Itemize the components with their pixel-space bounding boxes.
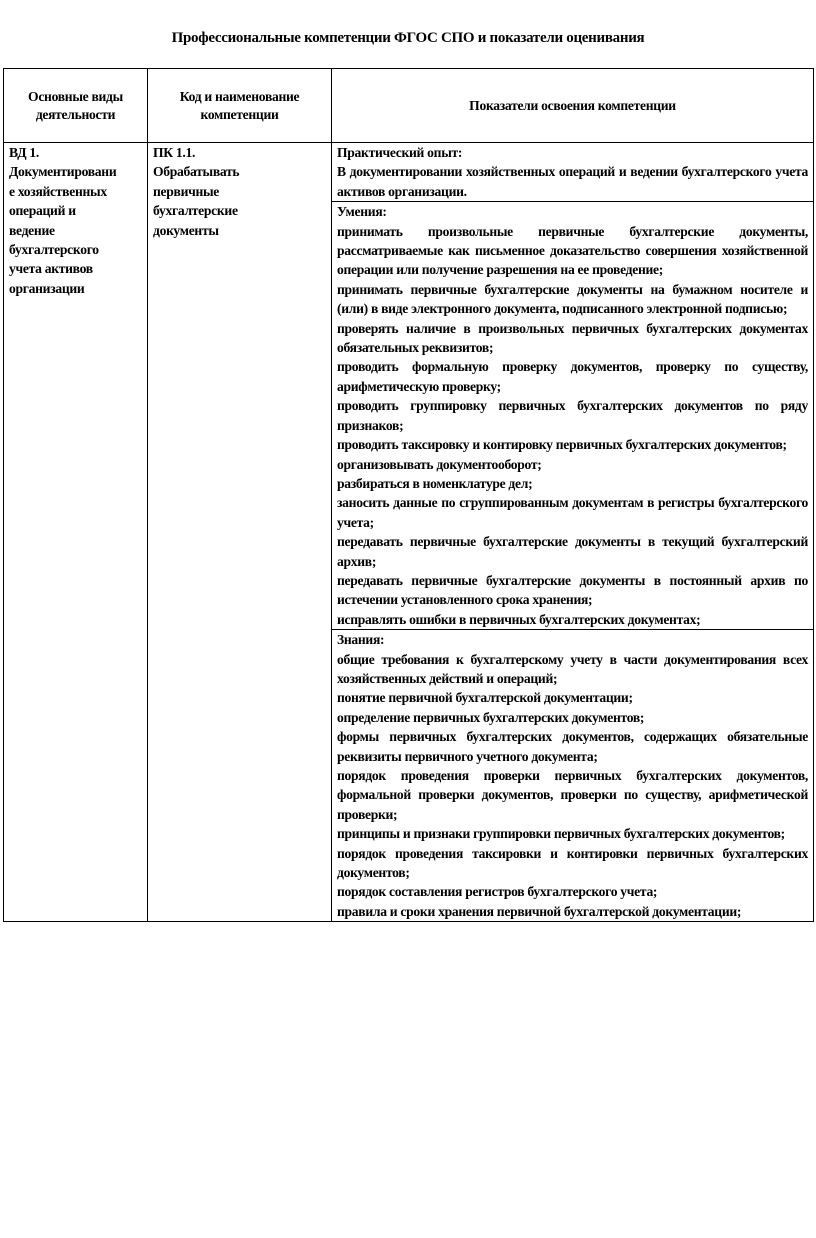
skill-item: проводить группировку первичных бухгалтерских документов по ряду признаков; xyxy=(337,398,808,433)
activity-line: операций и xyxy=(9,203,76,219)
knowledge-item: определение первичных бухгалтерских документов; xyxy=(337,709,645,725)
skill-item: заносить данные по сгруппированным документам в регистры бухгалтерского учета; xyxy=(337,495,808,530)
skill-item: проводить таксировку и контировку первичных бухгалтерских документов; xyxy=(337,437,787,453)
activity-line: ВД 1. xyxy=(9,145,39,160)
knowledge-item: правила и сроки хранения первичной бухгалтерской документации; xyxy=(337,903,742,919)
competence-line: документы xyxy=(153,222,219,238)
knowledge-item: порядок проведения таксировки и контировки первичных бухгалтерских документов; xyxy=(337,845,808,881)
activity-line: бухгалтерского xyxy=(9,242,99,258)
experience-cell xyxy=(332,143,814,202)
activity-line: ведение xyxy=(9,222,55,238)
skill-item: исправлять ошибки в первичных бухгалтерских документах; xyxy=(337,611,701,627)
knowledge-cell xyxy=(332,630,814,922)
activity-text xyxy=(9,143,142,298)
knowledge-item: порядок составления регистров бухгалтерского учета; xyxy=(337,884,658,900)
skill-item: проверять наличие в произвольных первичных бухгалтерских документах обязательных реквизитов; xyxy=(337,320,808,356)
header-indicators: Показатели освоения компетенции xyxy=(332,69,814,143)
experience-heading: Практический опыт: xyxy=(337,145,463,160)
experience-row xyxy=(4,143,814,202)
skill-item: передавать первичные бухгалтерские документы в постоянный архив по истечении установленного срока хранения; xyxy=(337,572,808,608)
header-activity: Основные виды деятельности xyxy=(4,69,148,143)
competence-line: ПК 1.1. xyxy=(153,145,196,160)
competence-line: Обрабатывать xyxy=(153,164,240,180)
skill-item: проводить формальную проверку документов, проверку по существу, арифметическую проверку; xyxy=(337,359,808,394)
knowledge-item: принципы и признаки группировки первичных бухгалтерских документов; xyxy=(337,826,785,842)
knowledge-item: порядок проведения проверки первичных бухгалтерских документов, формальной проверки документов, проверки по существу, арифметической проверки; xyxy=(337,768,808,822)
table-header-row xyxy=(4,69,814,143)
competence-text xyxy=(153,143,326,240)
knowledge-item: понятие первичной бухгалтерской документации; xyxy=(337,690,633,706)
activity-line: е хозяйственных xyxy=(9,183,107,199)
knowledge-item: формы первичных бухгалтерских документов, содержащих обязательные реквизиты первичного учетного документа; xyxy=(337,729,808,764)
skills-heading: Умения: xyxy=(337,204,387,220)
competence-cell xyxy=(148,143,332,922)
activity-line: Документировани xyxy=(9,164,117,180)
skill-item: передавать первичные бухгалтерские документы в текущий бухгалтерский архив; xyxy=(337,534,808,569)
competence-line: первичные xyxy=(153,183,220,199)
experience-text: В документировании хозяйственных операций и ведении бухгалтерского учета активов организации. xyxy=(337,164,808,199)
skill-item: организовывать документооборот; xyxy=(337,456,542,472)
competence-line: бухгалтерские xyxy=(153,203,238,219)
skills-list xyxy=(337,222,808,630)
knowledge-list xyxy=(337,650,808,922)
skill-item: разбираться в номенклатуре дел; xyxy=(337,475,533,491)
knowledge-heading: Знания: xyxy=(337,632,385,648)
knowledge-item: общие требования к бухгалтерскому учету в части документирования всех хозяйственных действий и операций; xyxy=(337,651,808,686)
activity-cell xyxy=(4,143,148,922)
header-code: Код и наименование компетенции xyxy=(148,69,332,143)
activity-line: учета активов xyxy=(9,261,93,277)
skill-item: принимать произвольные первичные бухгалтерские документы, рассматриваемые как письменное доказательство совершения хозяйственной операции или получение разрешения на ее проведение; xyxy=(337,223,808,278)
page-title: Профессиональные компетенции ФГОС СПО и показатели оценивания xyxy=(171,30,645,46)
competence-table xyxy=(3,68,814,922)
activity-line: организации xyxy=(9,280,85,296)
skill-item: принимать первичные бухгалтерские документы на бумажном носителе и (или) в виде электронного документа, подписанного электронной подписью; xyxy=(337,281,808,317)
skills-cell xyxy=(332,202,814,630)
